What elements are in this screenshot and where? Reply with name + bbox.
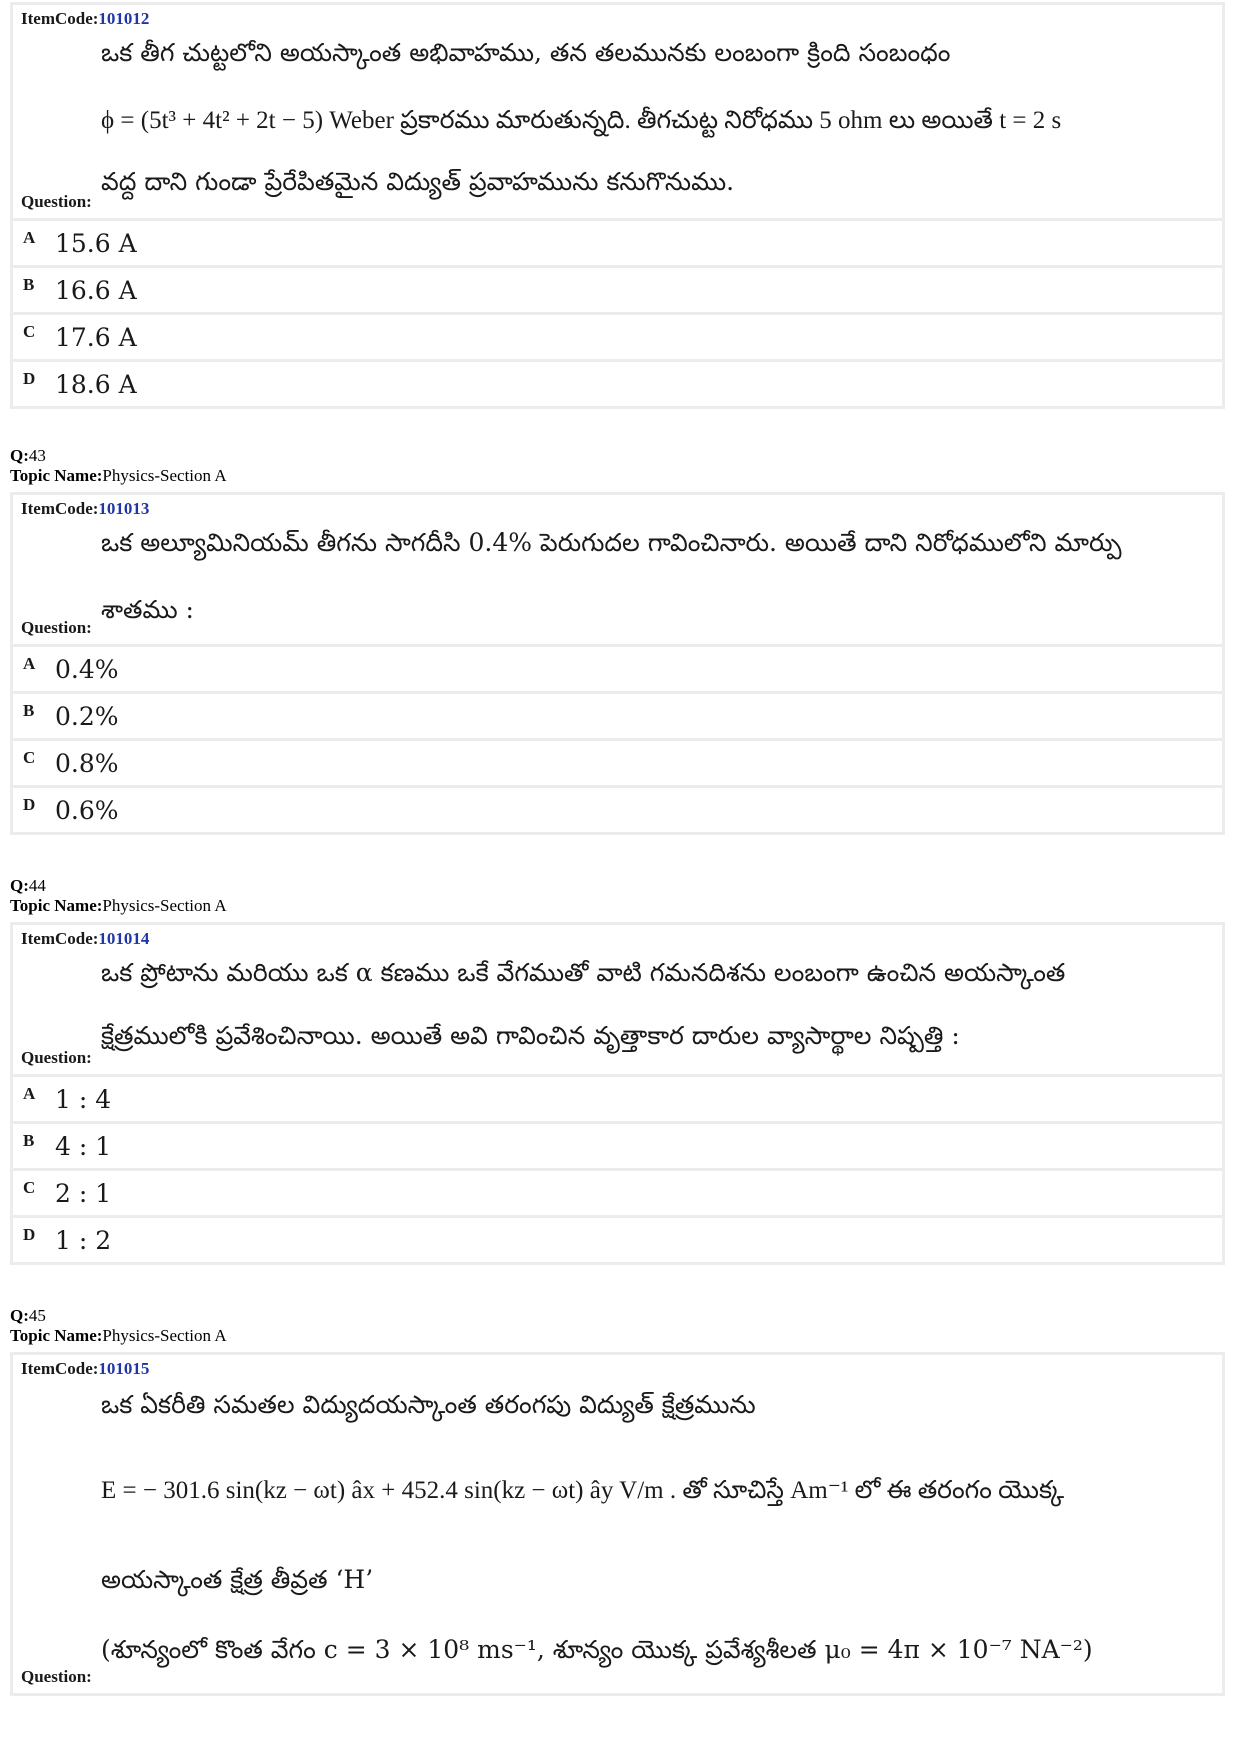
option-text: 15.6 A <box>55 229 137 258</box>
option-a[interactable] <box>13 647 1222 694</box>
option-letter: D <box>23 369 36 388</box>
question-block-101013 <box>10 492 1225 835</box>
option-text: 0.8% <box>55 749 119 778</box>
option-letter: B <box>23 701 35 720</box>
question-cell <box>13 925 1222 1077</box>
question-label: Question: <box>21 192 92 211</box>
question-line: ఒక ప్రోటాను మరియు ఒక α కణము ఒకే వేగముతో వాటి గమనదిశను లంబంగా ఉంచిన అయస్కాంత <box>101 958 1066 987</box>
option-d[interactable] <box>13 1218 1222 1262</box>
question-cell <box>13 1355 1222 1693</box>
question-line: వద్ద దాని గుండా ప్రేరేపితమైన విద్యుత్ ప్రవాహమును కనుగొనుము. <box>101 167 735 196</box>
topic-name: Physics-Section A <box>102 1326 227 1345</box>
question-number: 45 <box>28 1306 46 1325</box>
option-c[interactable] <box>13 1171 1222 1218</box>
option-c[interactable] <box>13 741 1222 788</box>
question-line: శాతము : <box>101 595 194 624</box>
option-letter: C <box>23 1178 36 1197</box>
question-meta-44: Q:44 Topic Name:Physics-Section A <box>10 876 227 915</box>
option-text: 0.4% <box>55 655 119 684</box>
option-text: 0.2% <box>55 702 119 731</box>
topic-name: Physics-Section A <box>102 466 227 485</box>
topic-name: Physics-Section A <box>102 896 227 915</box>
item-code: ItemCode:101014 <box>21 929 150 948</box>
option-letter: A <box>23 1084 36 1103</box>
question-label: Question: <box>21 618 92 637</box>
option-b[interactable] <box>13 268 1222 315</box>
question-block-101012 <box>10 2 1225 409</box>
question-cell <box>13 5 1222 221</box>
item-code: ItemCode:101013 <box>21 499 150 518</box>
option-d[interactable] <box>13 788 1222 832</box>
question-block-101014 <box>10 922 1225 1265</box>
question-label: Question: <box>21 1667 92 1686</box>
question-block-101015 <box>10 1352 1225 1696</box>
question-line: ఒక తీగ చుట్టలోని అయస్కాంత అభివాహము, తన తలమునకు లంబంగా క్రింది సంబంధం <box>101 38 951 67</box>
question-line: ϕ = (5t³ + 4t² + 2t − 5) Weber ప్రకారము మారుతున్నది. తీగచుట్ట నిరోధము 5 ohm లు అయితే t = 2 s <box>101 107 1062 134</box>
question-meta-45: Q:45 Topic Name:Physics-Section A <box>10 1306 227 1345</box>
option-text: 2 : 1 <box>55 1179 112 1208</box>
question-label: Question: <box>21 1048 92 1067</box>
option-text: 1 : 2 <box>55 1226 112 1255</box>
option-b[interactable] <box>13 694 1222 741</box>
option-c[interactable] <box>13 315 1222 362</box>
question-line: ఒక ఏకరీతి సమతల విద్యుదయస్కాంత తరంగపు విద్యుత్ క్షేత్రమును <box>101 1390 756 1419</box>
option-letter: D <box>23 795 36 814</box>
option-a[interactable] <box>13 221 1222 268</box>
question-number: 43 <box>28 446 46 465</box>
option-d[interactable] <box>13 362 1222 406</box>
option-letter: A <box>23 228 36 247</box>
option-letter: A <box>23 654 36 673</box>
option-letter: C <box>23 322 36 341</box>
question-meta-43: Q:43 Topic Name:Physics-Section A <box>10 446 227 485</box>
option-text: 17.6 A <box>55 323 137 352</box>
option-letter: B <box>23 275 35 294</box>
option-letter: C <box>23 748 36 767</box>
option-b[interactable] <box>13 1124 1222 1171</box>
question-line: ఒక అల్యూమినియమ్ తీగను సాగదీసి 0.4% పెరుగుదల గావించినారు. అయితే దాని నిరోధములోని మార్పు <box>101 528 1122 557</box>
option-text: 4 : 1 <box>55 1132 112 1161</box>
option-letter: B <box>23 1131 35 1150</box>
question-cell <box>13 495 1222 647</box>
question-line: E = − 301.6 sin(kz − ωt) âx + 452.4 sin(kz − ωt) ây V/m . తో సూచిస్తే Am⁻¹ లో ఈ తరంగం యొక్క <box>101 1477 1065 1504</box>
option-text: 16.6 A <box>55 276 137 305</box>
option-text: 0.6% <box>55 796 119 825</box>
item-code: ItemCode:101012 <box>21 9 150 28</box>
question-line: క్షేత్రములోకి ప్రవేశించినాయి. అయితే అవి గావించిన వృత్తాకార దారుల వ్యాసార్థాల నిష్పత్తి : <box>101 1021 960 1050</box>
question-line: అయస్కాంత క్షేత్ర తీవ్రత ‘H’ <box>101 1565 374 1594</box>
item-code: ItemCode:101015 <box>21 1359 150 1378</box>
question-number: 44 <box>28 876 46 895</box>
option-text: 18.6 A <box>55 370 137 399</box>
option-text: 1 : 4 <box>55 1085 112 1114</box>
option-letter: D <box>23 1225 36 1244</box>
question-line: (శూన్యంలో కొంత వేగం c = 3 × 10⁸ ms⁻¹, శూన్యం యొక్క ప్రవేశ్యశీలత μ₀ = 4π × 10⁻⁷ NA⁻²) <box>101 1635 1093 1664</box>
option-a[interactable] <box>13 1077 1222 1124</box>
